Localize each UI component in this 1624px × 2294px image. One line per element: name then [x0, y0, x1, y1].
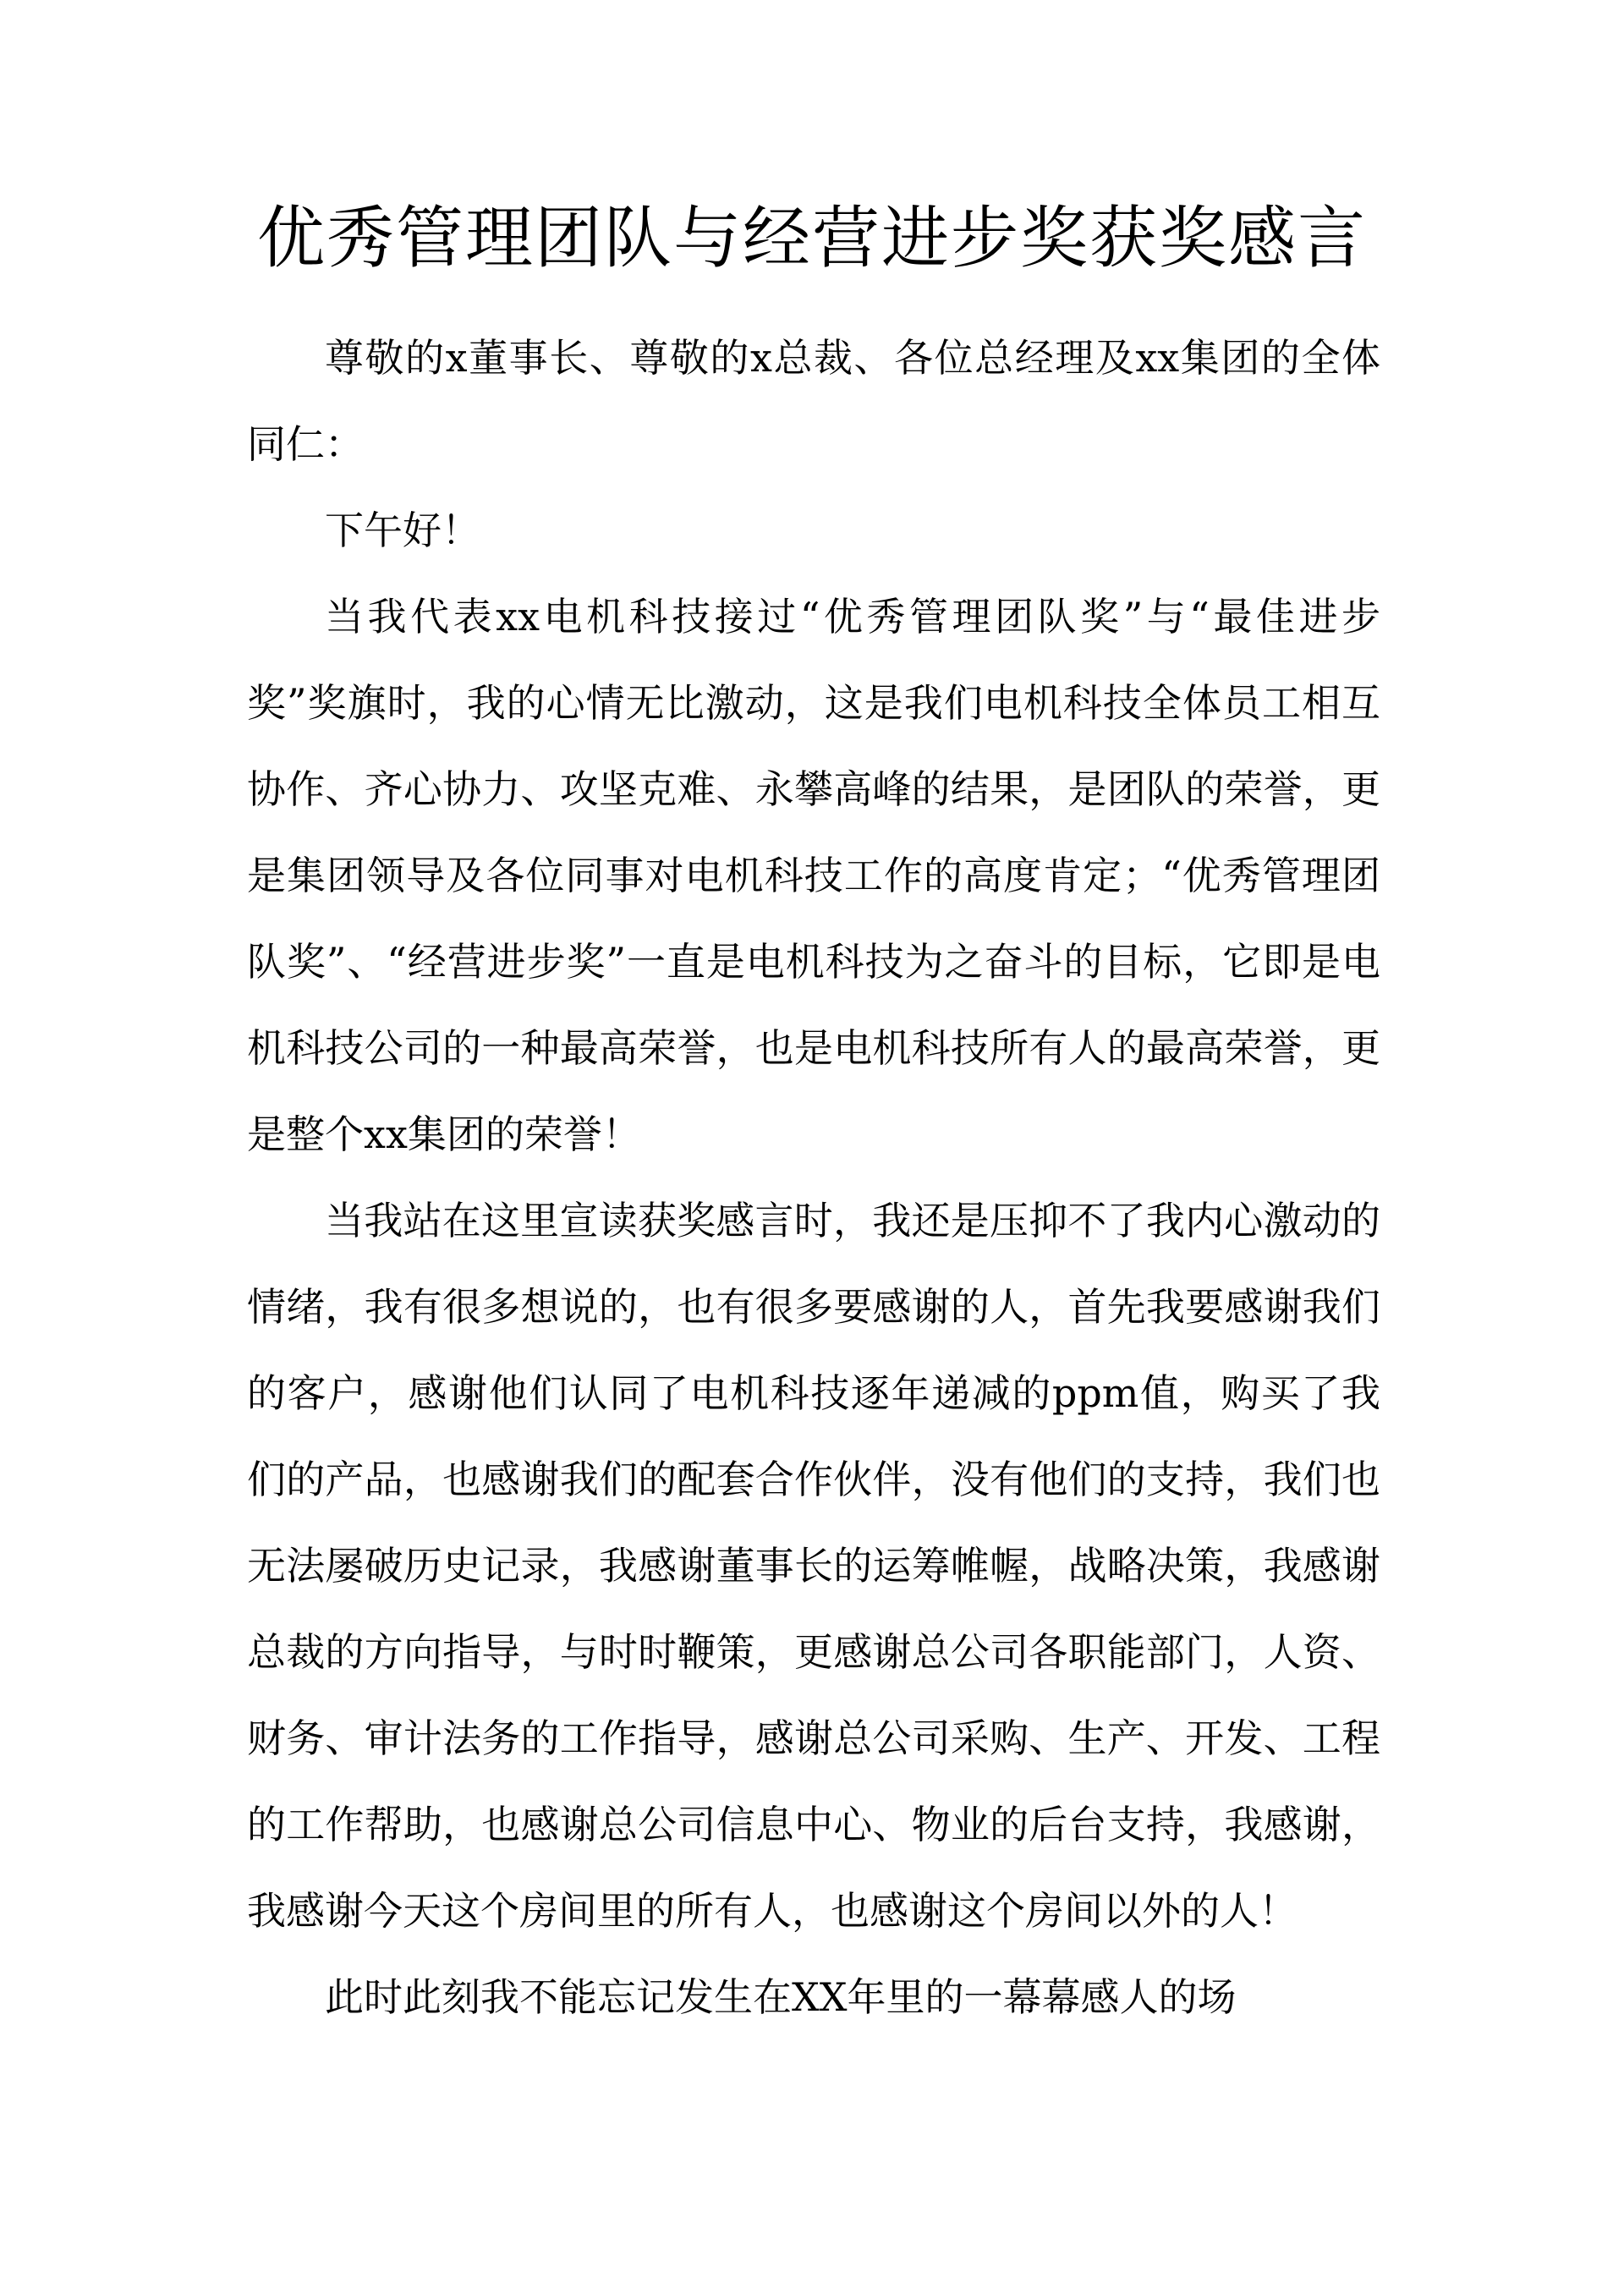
document-title: 优秀管理团队与经营进步奖获奖感言: [257, 199, 1367, 277]
paragraph-salutation: 尊敬的x董事长、尊敬的x总裁、各位总经理及xx集团的全体同仁：: [247, 335, 1380, 467]
paragraph-greeting: 下午好！: [325, 508, 480, 553]
paragraph-award: 当我代表xx电机科技接过“优秀管理团队奖”与“最佳进步奖”奖旗时，我的心情无比激动，这是我们电机科技全体员工相互协作、齐心协力、攻坚克难、永攀高峰的结果，是团队的荣誉，更是集团领导及各位同事对电机科技工作的高度肯定；“优秀管理团队奖”、“经营进步奖”一直是电机科技为之奋斗的目标，它即是电机科技公司的一种最高荣誉，也是电机科技所有人的最高荣誉，更是整个xx集团的荣誉！: [247, 594, 1380, 1157]
paragraph-thanks: 当我站在这里宣读获奖感言时，我还是压抑不了我内心激动的情绪，我有很多想说的，也有很多要感谢的人，首先我要感谢我们的客户，感谢他们认同了电机科技逐年递减的ppm值，购买了我们的产品，也感谢我们的配套合作伙伴，没有他们的支持，我们也无法屡破历史记录，我感谢董事长的运筹帷幄，战略决策，我感谢总裁的方向指导，与时时鞭策，更感谢总公司各职能部门，人资、财务、审计法务的工作指导，感谢总公司采购、生产、开发、工程的工作帮助，也感谢总公司信息中心、物业的后台支持，我感谢，我感谢今天这个房间里的所有人，也感谢这个房间以外的人！: [247, 1198, 1380, 1934]
document-body: [247, 315, 1380, 2040]
paragraph-moment: 此时此刻我不能忘记发生在XX年里的一幕幕感人的场: [325, 1974, 1237, 2020]
